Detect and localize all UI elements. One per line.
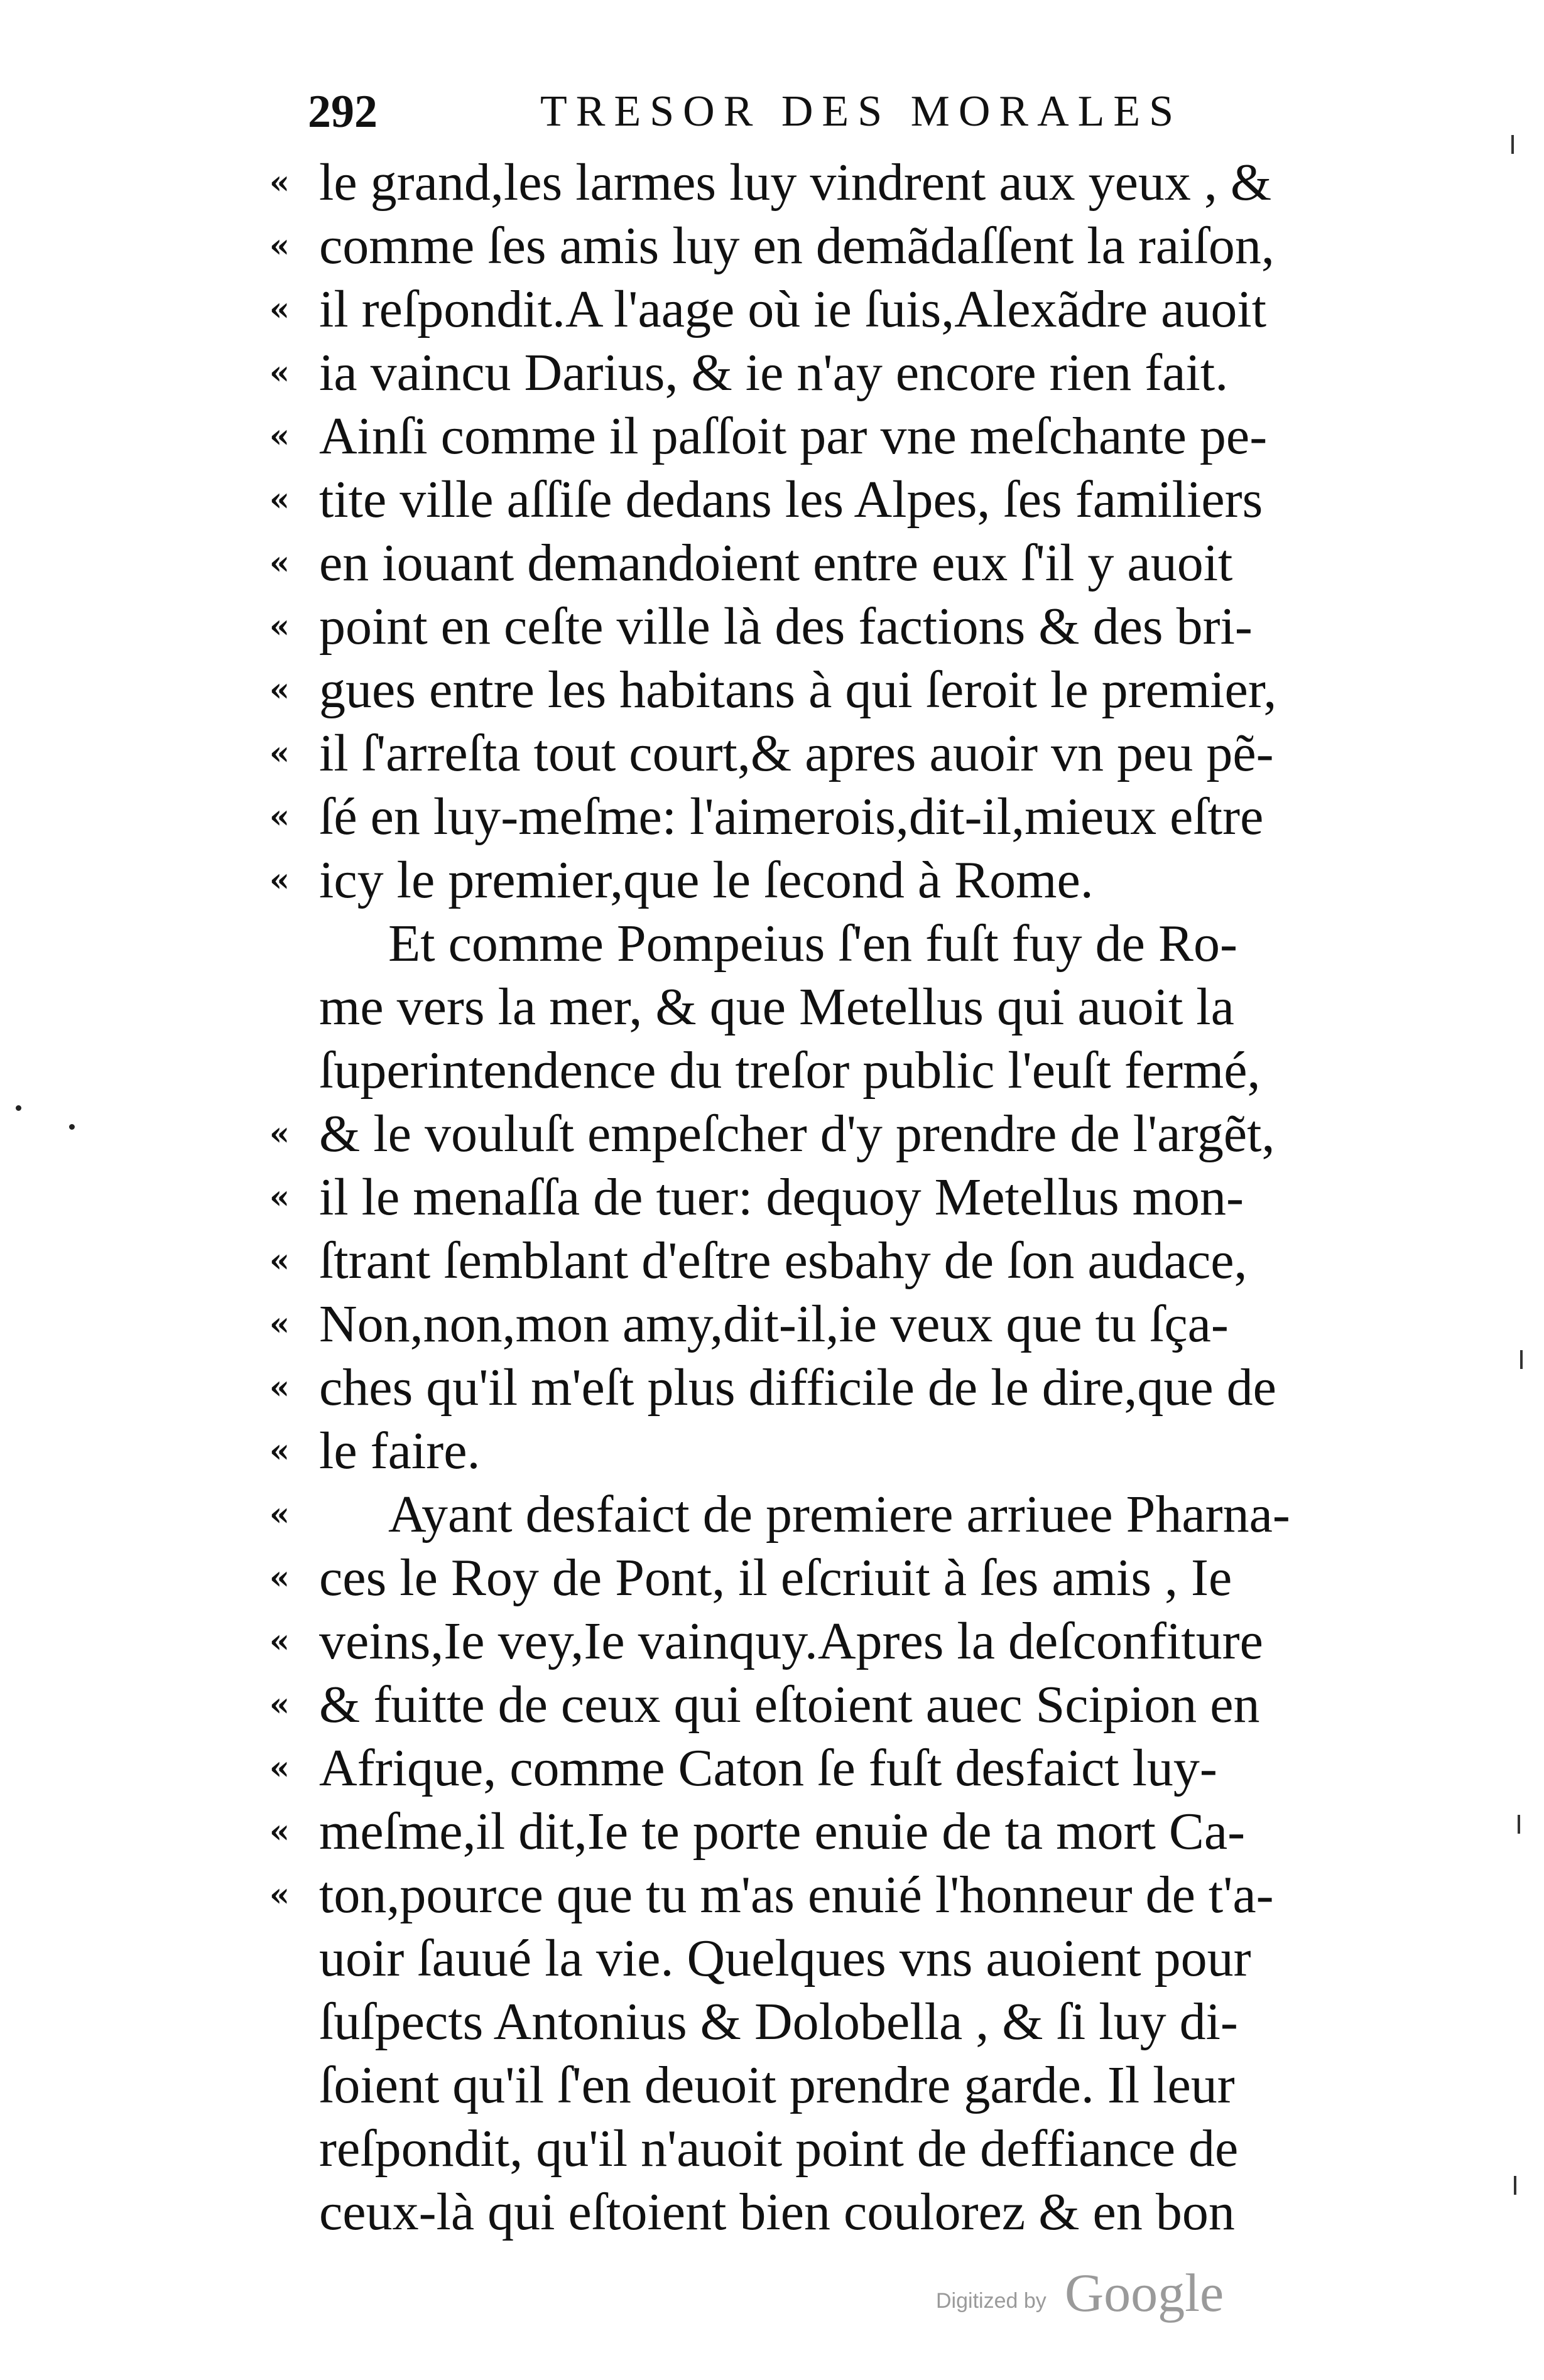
text-line	[251, 278, 1369, 341]
quotation-mark: «	[269, 163, 290, 202]
text-line	[251, 848, 1369, 912]
quotation-mark: «	[269, 1368, 290, 1407]
line-text: ſoient qu'il ſ'en deuoit prendre garde. Il leur	[319, 2056, 1235, 2114]
line-text: uoir ſauué la vie. Quelques vns auoient pour	[319, 1929, 1251, 1988]
text-line	[251, 1356, 1369, 1419]
margin-speck	[16, 1105, 21, 1111]
digitized-label: Digitized by	[936, 2289, 1047, 2313]
text-line	[251, 1166, 1369, 1229]
margin-speck	[69, 1124, 75, 1130]
line-text: Ainſi comme il paſſoit par vne meſchante pe-	[319, 407, 1268, 465]
line-text: me vers la mer, & que Metellus qui auoit la	[319, 978, 1234, 1036]
quotation-mark: «	[269, 1305, 290, 1343]
line-text: meſme,il dit,Ie te porte enuie de ta mort Ca-	[319, 1802, 1246, 1861]
line-text: ia vaincu Darius, & ie n'ay encore rien fait.	[319, 343, 1229, 402]
line-text: ceux-là qui eſtoient bien coulorez & en bon	[319, 2183, 1235, 2241]
quotation-mark: «	[269, 227, 290, 265]
text-line	[251, 1419, 1369, 1483]
text-line	[251, 2180, 1369, 2244]
quotation-mark: «	[269, 1432, 290, 1470]
body-text	[251, 151, 1369, 2244]
quotation-mark: «	[269, 417, 290, 455]
line-text: ſuperintendence du treſor public l'euſt fermé,	[319, 1041, 1261, 1100]
text-line	[251, 1673, 1369, 1736]
right-margin-marks	[1506, 0, 1544, 2380]
quotation-mark: «	[269, 1876, 290, 1914]
quotation-mark: «	[269, 1685, 290, 1724]
line-text: ſtrant ſemblant d'eſtre esbahy de ſon audace,	[319, 1231, 1248, 1290]
text-line	[251, 658, 1369, 722]
quotation-mark: «	[269, 1559, 290, 1597]
quotation-mark: «	[269, 671, 290, 709]
running-title: TRESOR DES MORALES	[540, 87, 1183, 136]
quotation-mark: «	[269, 607, 290, 646]
line-text: gues entre les habitans à qui ſeroit le premier,	[319, 661, 1277, 719]
line-text: ſuſpects Antonius & Dolobella , & ſi luy di-	[319, 1993, 1238, 2051]
line-text: il reſpondit.A l'aage où ie ſuis,Alexãdre auoit	[319, 280, 1267, 338]
line-text: il ſ'arreſta tout court,& apres auoir vn peu pẽ-	[319, 724, 1274, 782]
text-line	[251, 1039, 1369, 1102]
quotation-mark: «	[269, 544, 290, 582]
text-line	[251, 975, 1369, 1039]
line-text: ton,pource que tu m'as enuié l'honneur de t'a-	[319, 1866, 1274, 1924]
quotation-mark: «	[269, 861, 290, 899]
line-text: veins,Ie vey,Ie vainquy.Apres la deſconfiture	[319, 1612, 1263, 1670]
text-line	[251, 1927, 1369, 1990]
line-text: ſé en luy-meſme: l'aimerois,dit-il,mieux eſtre	[319, 787, 1264, 846]
digitized-by-google-watermark	[936, 2258, 1263, 2327]
text-line	[251, 1990, 1369, 2053]
text-line	[251, 1292, 1369, 1356]
line-text: & le vouluſt empeſcher d'y prendre de l'argẽt,	[319, 1105, 1275, 1163]
text-line	[251, 595, 1369, 658]
line-text: Afrique, comme Caton ſe fuſt desfaict luy-	[319, 1739, 1217, 1797]
line-text: comme ſes amis luy en demãdaſſent la raiſon,	[319, 217, 1275, 275]
line-text: Non,non,mon amy,dit-il,ie veux que tu ſça-	[319, 1295, 1229, 1353]
line-text: point en ceſte ville là des factions & des bri-	[319, 597, 1253, 656]
line-text: ches qu'il m'eſt plus difficile de le dire,que de	[319, 1358, 1276, 1417]
line-text: reſpondit, qu'il n'auoit point de deffiance de	[319, 2119, 1239, 2178]
text-line	[251, 341, 1369, 404]
quotation-mark: «	[269, 1495, 290, 1533]
quotation-mark: «	[269, 480, 290, 519]
text-line	[251, 1483, 1369, 1546]
line-text: & fuitte de ceux qui eſtoient auec Scipion en	[319, 1675, 1260, 1734]
page-header	[308, 74, 1219, 149]
text-line	[251, 1102, 1369, 1166]
line-text: en iouant demandoient entre eux ſ'il y auoit	[319, 534, 1233, 592]
quotation-mark: «	[269, 798, 290, 836]
text-line	[251, 722, 1369, 785]
quotation-mark: «	[269, 1178, 290, 1216]
text-line	[251, 785, 1369, 848]
line-text: Ayant desfaict de premiere arriuee Pharna-	[388, 1485, 1290, 1544]
text-line	[251, 2053, 1369, 2117]
line-text: Et comme Pompeius ſ'en fuſt fuy de Ro-	[388, 914, 1237, 973]
quotation-mark: «	[269, 1115, 290, 1153]
text-line	[251, 214, 1369, 278]
line-text: ces le Roy de Pont, il eſcriuit à ſes amis , Ie	[319, 1549, 1232, 1607]
text-line	[251, 531, 1369, 595]
line-text: tite ville aſſiſe dedans les Alpes, ſes familiers	[319, 470, 1263, 529]
text-line	[251, 1736, 1369, 1800]
text-line	[251, 1546, 1369, 1609]
quotation-mark: «	[269, 290, 290, 328]
text-line	[251, 1863, 1369, 1927]
text-line	[251, 468, 1369, 531]
text-line	[251, 912, 1369, 975]
line-text: le faire.	[319, 1422, 481, 1480]
quotation-mark: «	[269, 1749, 290, 1787]
quotation-mark: «	[269, 1241, 290, 1280]
text-line	[251, 1609, 1369, 1673]
text-line	[251, 404, 1369, 468]
page-number: 292	[308, 86, 378, 138]
line-text: icy le premier,que le ſecond à Rome.	[319, 851, 1094, 909]
text-line	[251, 151, 1369, 214]
quotation-mark: «	[269, 354, 290, 392]
quotation-mark: «	[269, 734, 290, 772]
quotation-mark: «	[269, 1622, 290, 1660]
line-text: le grand,les larmes luy vindrent aux yeux , &	[319, 153, 1272, 212]
text-line	[251, 2117, 1369, 2180]
google-brand: Google	[1065, 2263, 1224, 2323]
text-line	[251, 1229, 1369, 1292]
quotation-mark: «	[269, 1812, 290, 1851]
line-text: il le menaſſa de tuer: dequoy Metellus mon-	[319, 1168, 1244, 1226]
text-line	[251, 1800, 1369, 1863]
